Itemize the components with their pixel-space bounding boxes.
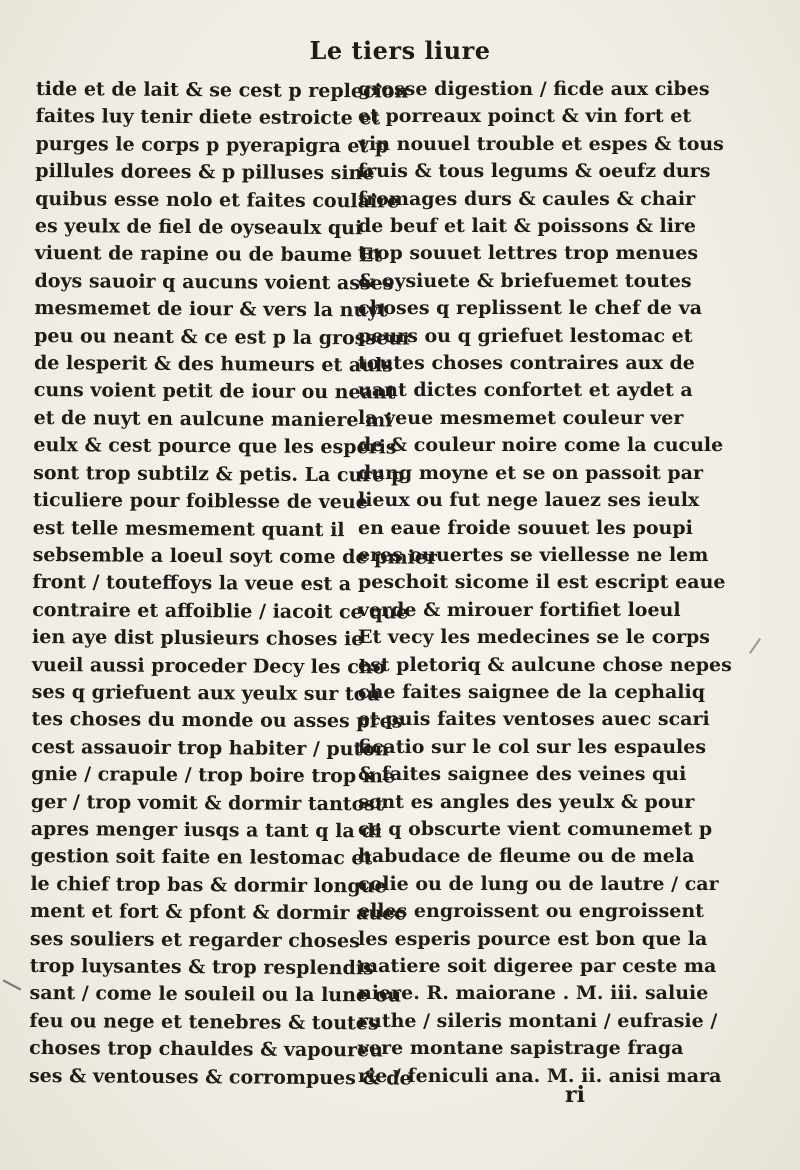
text-line: peu ou neant & ce est p la grosseur [34,324,413,350]
text-line: tide et de lait & se cest p replecion [35,77,409,103]
text-line: de & couleur noire come la cucule [358,434,724,457]
text-line: et puis faites ventoses auec scari [358,708,710,731]
text-line: tes choses du monde ou asses pres [31,708,403,733]
text-line: es yeulx de fiel de oyseaulx qui [34,215,363,240]
text-line: la veue mesmemet couleur ver [358,406,684,429]
text-line: ien aye dist plusieurs choses ie [32,626,364,651]
text-line: ger / trop vomit & dormir tantost [30,790,384,816]
text-line: ses & ventouses & corrompues & de [28,1064,412,1090]
text-line: & oysiuete & briefuemet toutes [358,269,692,292]
text-line: vueil aussi proceder Decy les cho [31,653,386,678]
text-line: vere montane sapistrage fraga [358,1037,684,1060]
text-line: le chief trop bas & dormir longue [30,872,387,898]
margin-mark [3,979,22,990]
text-line: elles engroissent ou engroissent [358,900,704,923]
text-line: grosse digestion / ficde aux cibes [358,78,710,100]
text-line: trop luysantes & trop resplendis [29,954,374,980]
text-line: ses souliers et regarder choses [29,927,360,952]
text-line: peschoit sicome il est escript eaue [358,571,726,594]
text-line: choses trop chauldes & vapoureu [29,1037,384,1062]
text-line: pillules dorees & p pilluses sine [35,160,375,185]
text-line: faites luy tenir diete estroicte et [35,105,381,130]
text-line: che faites saignee de la cephaliq [358,680,706,703]
text-line: sont es angles des yeulx & pour [358,790,695,813]
text-line: de beuf et lait & poissons & lire [358,215,697,238]
text-line: gnie / crapule / trop boire trop me [31,763,396,788]
text-line: choses q replissent le chef de va [358,297,703,320]
text-line: les esperis pource est bon que la [358,927,708,950]
text-line: verde & mirouer fortifiet loeul [358,598,681,621]
text-line: mesmemet de iour & vers la nuyt [34,297,388,322]
text-line: de lesperit & des humeurs et auls [33,352,393,377]
running-head: Le tiers liure [309,36,491,65]
text-line: sebsemble a loeul soyt come de pmier [32,543,437,569]
text-line: est pletoriq & aulcune chose nepes [358,653,732,676]
text-line: purges le corps p pyerapigra et p [35,132,389,158]
text-line: et de nuyt en aulcune maniere mi [33,406,393,432]
text-line: colie ou de lung ou de lautre / car [358,872,719,895]
text-line: contraire et affoiblie / iacoit ce que [32,598,409,624]
text-line: ficatio sur le col sur les espaules [358,735,707,758]
text-line: ticuliere pour foiblesse de veue [32,489,368,514]
text-line: uant dictes confortet et aydet a [358,379,693,402]
text-line: en eaue froide souuet les poupi [358,516,693,539]
text-line: quibus esse nolo et faites coulaire [35,187,400,213]
text-line: est telle mesmement quant il [32,516,345,541]
text-line: fromages durs & caules & chair [358,187,696,210]
text-line: front / touteffoys la veue est a [32,571,352,596]
text-line: trop souuet lettres trop menues [358,242,699,265]
right-column [358,76,732,1090]
text-line: Et vecy les medecines se le corps [358,626,710,649]
text-line: fruis & tous legums & oeufz durs [358,160,711,183]
text-line: gestion soit faite en lestomac et [30,845,373,870]
text-line: ce q obscurte vient comunemet p [358,817,713,840]
text-line: feu ou nege et tenebres & toutes [29,1009,379,1035]
text-line: vin nouuel trouble et espes & tous [358,132,724,155]
text-line: dung moyne et se on passoit par [358,461,704,484]
text-line: viuent de rapine ou de baume Et [34,242,383,267]
margin-mark [749,638,761,654]
text-line: rie / feniculi ana. M. ii. anisi mara [358,1064,722,1087]
text-line: lieux ou fut nege lauez ses ieulx [358,489,700,512]
text-line: & faites saignee des veines qui [358,763,687,786]
text-line: ment et fort & pfont & dormir auec [30,900,406,925]
text-line: eulx & cest pource que les esperis [33,434,397,459]
text-line: matiere soit digeree par ceste ma [358,955,717,977]
text-line: ruthe / sileris montani / eufrasie / [358,1009,718,1032]
text-line: habudace de fleume ou de mela [358,845,695,868]
signature-mark: ri [565,1082,585,1108]
text-line: eres ouuertes se viellesse ne lem [358,543,709,566]
text-line: sont trop subtilz & petis. La cure p [33,461,405,487]
text-line: apres menger iusqs a tant q la di [30,817,382,843]
left-column [28,76,437,1092]
text-line: ses q griefuent aux yeulx sur tou [31,680,381,706]
text-line: sant / come le souleil ou la lune ou [29,982,402,1007]
text-line: doys sauoir q aucuns voient asses [34,269,394,295]
text-line: peurs ou q griefuet lestomac et [358,324,693,347]
text-line: et porreaux poinct & vin fort et [358,105,692,128]
text-line: niere. R. maiorane . M. iii. saluie [358,982,709,1005]
text-line: cuns voient petit de iour ou neant [33,379,396,404]
text-line: toutes choses contraires aux de [358,352,695,375]
text-line: cest assauoir trop habiter / puton [31,735,389,761]
